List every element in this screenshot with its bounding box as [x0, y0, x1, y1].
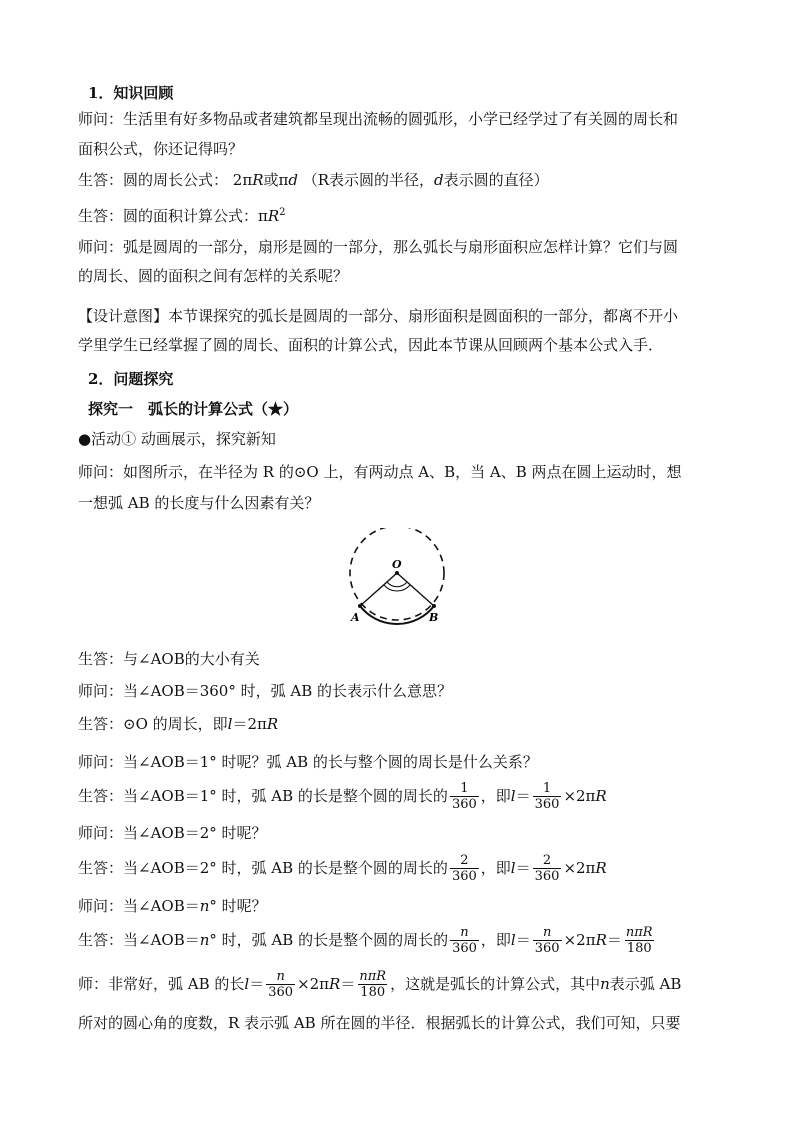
paragraph-circumference: 生答：圆的周长公式： 2πR或πd （R表示圆的半径，d表示圆的直径） — [78, 171, 549, 189]
section-1-title: 1．知识回顾 — [88, 84, 174, 102]
question-4: 师问：当∠AOB＝2° 时呢？ — [78, 824, 267, 842]
question-1a: 师问：如图所示，在半径为 R 的⊙O 上，有两动点 A、B，当 A、B 两点在圆上运动时，想 — [78, 463, 682, 481]
subsection-title: 探究一 弧长的计算公式（★） — [88, 400, 299, 418]
answer-2: 生答：⊙O 的周长，即l＝2πR — [78, 715, 279, 733]
paragraph-design-intent-b: 学里学生已经掌握了圆的周长、面积的计算公式，因此本节课从回顾两个基本公式入手． — [78, 336, 664, 354]
question-2: 师问：当∠AOB＝360° 时，弧 AB 的长表示什么意思？ — [78, 682, 453, 700]
label-a: A — [351, 611, 360, 624]
label-b: B — [429, 611, 439, 624]
question-3: 师问：当∠AOB＝1° 时呢？弧 AB 的长与整个圆的周长是什么关系？ — [78, 753, 538, 771]
answer-5: 生答：当∠AOB＝n° 时，弧 AB 的长是整个圆的周长的 $\frac{n}{360}$ ，即l＝ $\frac{n}{360}$ ×2πR＝ $\frac{\text{nπR}}{180}$ — [78, 924, 653, 956]
answer-4: 生答：当∠AOB＝2° 时，弧 AB 的长是整个圆的周长的 $\frac{2}{360}$ ，即l＝ $\frac{2}{360}$ ×2πR — [78, 852, 607, 884]
fraction: $\frac{n}{360}$ — [452, 924, 477, 956]
fraction: $\frac{n}{360}$ — [534, 924, 560, 956]
circle-arc-figure — [340, 528, 450, 628]
fraction: $\frac{\text{nπR}}{180}$ — [625, 924, 653, 956]
question-1b: 一想弧 AB 的长度与什么因素有关？ — [78, 494, 320, 512]
point-b — [432, 604, 436, 608]
point-a — [358, 604, 362, 608]
fraction: $\frac{2}{360}$ — [451, 852, 477, 884]
center-point — [395, 571, 399, 575]
fraction: $\frac{1}{360}$ — [534, 780, 560, 812]
question-5: 师问：当∠AOB＝n° 时呢？ — [78, 897, 267, 915]
radius-ob — [397, 573, 434, 606]
arc-ab — [360, 606, 434, 624]
label-o: O — [392, 558, 402, 571]
paragraph-teacher-question-2b: 的周长、圆的面积之间有怎样的关系呢？ — [78, 267, 349, 285]
teacher-summary-2: 所对的圆心角的度数，R 表示弧 AB 所在圆的半径．根据弧长的计算公式，我们可知，只要 — [78, 1014, 681, 1032]
radius-oa — [360, 573, 397, 606]
paragraph-area: 生答：圆的面积计算公式：$\pi R^2$ — [78, 207, 286, 225]
fraction: $\frac{\text{nπR}}{180}$ — [359, 968, 387, 1000]
paragraph-design-intent-a: 【设计意图】本节课探究的弧长是圆周的一部分、扇形面积是圆面积的一部分，都离不开小 — [78, 307, 679, 325]
fraction: $\frac{2}{360}$ — [534, 852, 560, 884]
angle-arc-outer — [384, 585, 410, 591]
paragraph-teacher-question-2a: 师问：弧是圆周的一部分，扇形是圆的一部分，那么弧长与扇形面积应怎样计算？它们与圆 — [78, 238, 679, 256]
section-2-title: 2．问题探究 — [88, 370, 174, 388]
fraction: $\frac{1}{360}$ — [451, 780, 477, 812]
teacher-summary-1: 师：非常好，弧 AB 的长l＝ $\frac{n}{360}$ ×2πR＝ $\frac{\text{nπR}}{180}$ ，这就是弧长的计算公式，其中n表示弧 AB — [78, 968, 682, 1000]
paragraph-teacher-question-1a: 师问：生活里有好多物品或者建筑都呈现出流畅的圆弧形，小学已经学过了有关圆的周长和 — [78, 110, 679, 128]
activity-label: ●活动① 动画展示，探究新知 — [78, 430, 276, 448]
paragraph-teacher-question-1b: 面积公式，你还记得吗？ — [78, 140, 244, 158]
fraction: $\frac{n}{360}$ — [268, 968, 294, 1000]
answer-1: 生答：与∠AOB的大小有关 — [78, 650, 260, 668]
angle-arc-inner — [387, 582, 407, 587]
answer-3: 生答：当∠AOB＝1° 时，弧 AB 的长是整个圆的周长的 $\frac{1}{360}$ ，即l＝ $\frac{1}{360}$ ×2πR — [78, 780, 607, 812]
